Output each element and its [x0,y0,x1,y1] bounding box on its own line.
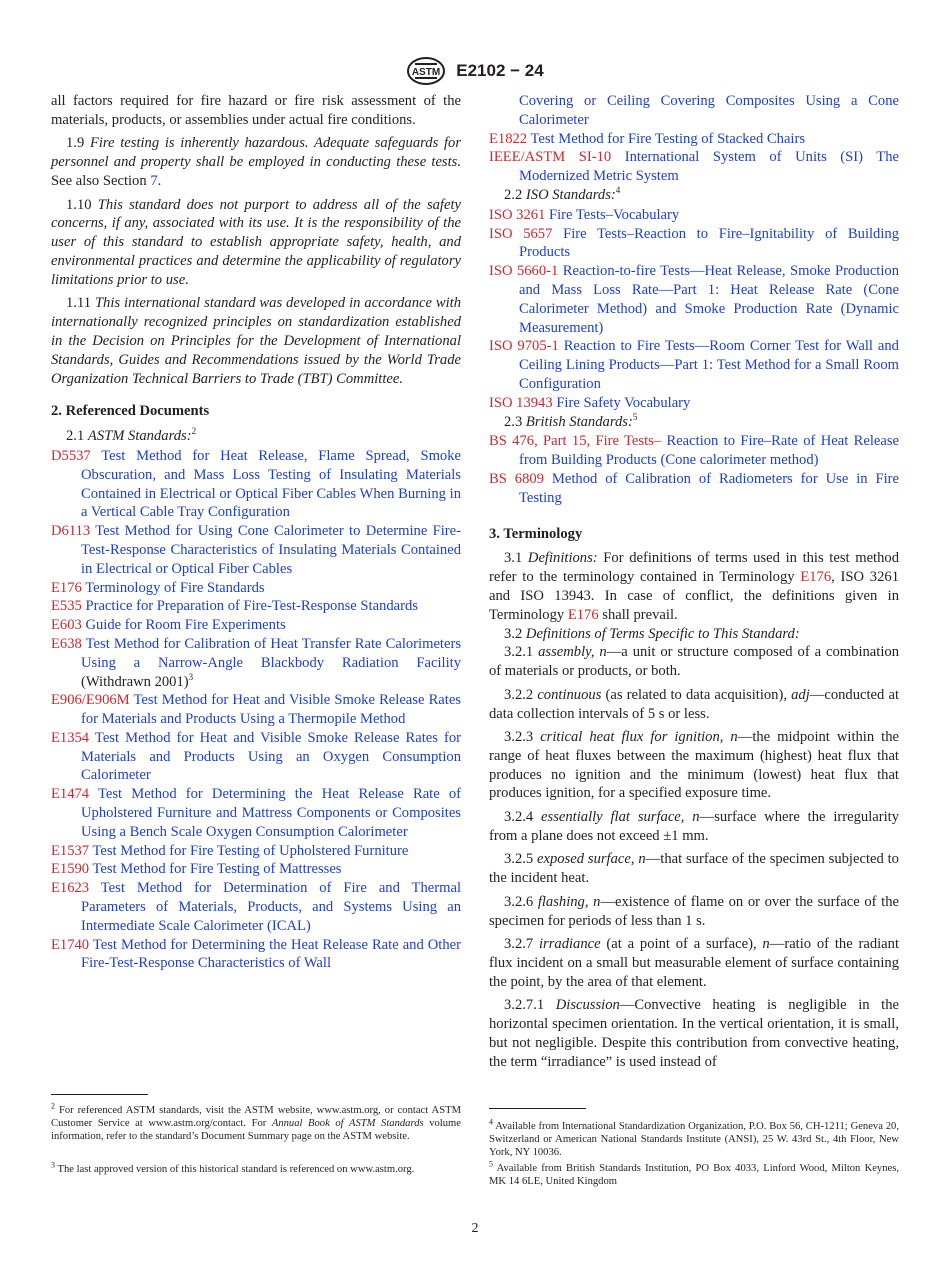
reference-code-link[interactable]: E1623 [51,880,90,897]
reference-code-link[interactable]: ISO 9705-1 [489,338,559,355]
reference-title-link[interactable]: Test Method for Using Cone Calorimeter to Determine Fire-Test-Response Characteristics of Insulating Materials Contained in Electrical or Optical Fiber Cables [81,523,461,577]
astm-reference-list [51,447,461,973]
definition-text: —surface where the irregularity from a plane does not exceed ±1 mm. [489,809,899,844]
astm-logo-icon [406,56,446,86]
reference-title-link[interactable]: Test Method for Calibration of Heat Transfer Rate Calorimeters Using a Narrow-Angle Blackbody Radiation Facility [81,635,461,671]
definition-term: exposed surface, n [537,851,646,868]
astm-reference-item [51,936,461,974]
definition-term: assembly, n [538,644,607,661]
bs-reference-item [489,432,899,470]
e176-link-1[interactable]: E176 [800,569,832,586]
para-3-2: 3.2 Definitions of Terms Specific to This Standard: [504,625,800,642]
footnote-4: $^4$ Available from International Standardization Organization, P.O. Box 56, CH-1211; Geneva 20, Switzerland or American National Standards Institute (ANSI), 25 W. 43rd St., 4th Floor, New York, NY 10036. [489,1117,899,1158]
definition-text: —existence of flame on or over the surface of the specimen for periods of less than 1 s. [489,893,899,929]
definition-text: —ratio of the radiant flux incident on a small but measurable element of surface containing the point, by the area of that element. [489,936,899,990]
section-heading-referenced-documents: 2. Referenced Documents [51,403,210,420]
reference-code-link[interactable]: E1822 [489,130,528,147]
definition-number: 3.2.4 [504,809,534,826]
reference-title-link[interactable]: Reaction-to-fire Tests—Heat Release, Smoke Production and Mass Loss Rate—Part 1: Heat Release Rate (Cone Calorimeter Method) and Smoke Production Rate (Dynamic Measurement) [519,263,900,336]
reference-title-link[interactable]: Test Method for Fire Testing of Mattresses [92,861,342,878]
reference-code-link[interactable]: BS 476, Part 15, Fire Tests– [489,433,662,450]
definition-pos: , n [752,936,770,953]
definition-term: irradiance [539,936,601,953]
reference-code-link[interactable]: ISO 5657 [489,225,553,242]
astm-reference-item [51,616,461,635]
astm-reference-item [51,842,461,861]
reference-code-link[interactable]: E1474 [51,786,90,803]
subsection-2-2: 2.2 ISO Standards:$^4$ [504,185,621,203]
definition-number: 3.2.6 [504,893,534,910]
iso-reference-item [489,337,899,393]
para-3-1: 3.1 Definitions: For definitions of terms used in this test method refer to the terminology contained in Terminology E176, ISO 3261 and ISO 13943. In case of conflict, the definitions given in Terminology E176 shall prevail. [489,550,899,623]
astm-reference-item [51,729,461,785]
reference-code-link[interactable]: E1740 [51,936,90,953]
astm-reference-list-cont [489,130,899,186]
definition-number: 3.2.3 [504,729,534,746]
definition-item [489,808,899,846]
definition-number: 3.2.7 [504,936,534,953]
reference-code-link[interactable]: E906/E906M [51,692,130,709]
reference-code-link[interactable]: IEEE/ASTM SI-10 [489,149,612,166]
astm-reference-item [489,130,899,149]
definition-item [489,728,899,803]
definition-item [489,935,899,991]
definition-item [489,643,899,681]
reference-code-link[interactable]: E176 [51,579,82,596]
reference-title-link[interactable]: Reaction to Fire Tests—Room Corner Test for Wall and Ceiling Lining Products—Part 1: Test Method for a Small Room Configuration [519,338,899,392]
definition-text: —conducted at data collection intervals of 5 s or less. [489,686,899,722]
right-column [489,92,899,1076]
definition-text: —the midpoint within the range of heat fluxes between the maximum (highest) heat flux that produces no ignition and the minimum (lowest) heat flux that produces ignition, for a specified exposure time. [489,729,899,802]
astm-reference-item [51,785,461,841]
reference-code-link[interactable]: ISO 13943 [489,394,553,411]
definition-term: essentially flat surface, n [541,809,700,826]
para-1-9: 1.9 Fire testing is inherently hazardous. Adequate safeguards for personnel and property shall be employed in conducting these tests. See also Section 7. [51,135,461,189]
para-1-10: 1.10 This standard does not purport to address all of the safety concerns, if any, associated with its use. It is the responsibility of the user of this standard to establish appropriate safety, health, and environmental practices and determine the applicability of regulatory limitations prior to use. [51,196,461,288]
definition-item [489,850,899,888]
definition-qualifier: (at a point of a surface) [600,936,753,953]
logo-text: ASTM [412,67,441,78]
subsection-2-3: 2.3 British Standards:$^5$ [504,411,638,430]
reference-code-link[interactable]: E603 [51,617,82,634]
reference-code-link[interactable]: E1590 [51,861,90,878]
definition-item [489,686,899,724]
astm-reference-item [51,691,461,729]
astm-reference-item [51,879,461,935]
definition-term: critical heat flux for ignition, n [540,729,738,746]
definition-qualifier: (as related to data acquisition) [601,686,784,703]
astm-reference-item [51,635,461,691]
para-1-11: 1.11 This international standard was developed in accordance with internationally recognized principles on standardization established in the Decision on Principles for the Development of International Standards, Guides and Recommendations issued by the World Trade Organization Technical Barriers to Trade (TBT) Committee. [51,295,462,387]
section-heading-terminology: 3. Terminology [489,525,583,542]
reference-code-link[interactable]: E638 [51,635,82,652]
reference-code-link[interactable]: E1537 [51,842,90,859]
reference-title-link[interactable]: Method of Calibration of Radiometers for Use in Fire Testing [519,470,900,506]
astm-reference-item [51,522,461,578]
footnote-3: $^3$ The last approved version of this historical standard is referenced on www.astm.org. [51,1160,415,1175]
astm-reference-item [51,579,461,598]
left-column [51,92,461,973]
bs-reference-list [489,432,899,507]
reference-title-link[interactable]: Fire Safety Vocabulary [556,394,691,411]
reference-code-link[interactable]: D5537 [51,447,91,464]
reference-code-link[interactable]: E535 [51,598,82,615]
reference-title-link[interactable]: Test Method for Determining the Heat Release Rate of Upholstered Furniture and Mattress Components or Composites Using a Bench Scale Oxygen Consumption Calorimeter [81,786,461,840]
definition-term: continuous [537,686,602,703]
reference-title-link[interactable]: Fire Tests–Reaction to Fire–Ignitability of Building Products [519,225,899,261]
definitions-list [489,643,899,991]
iso-reference-list [489,206,899,413]
definition-text: —a unit or structure composed of a combination of materials or products, or both. [489,644,899,680]
reference-continuation: Covering or Ceiling Covering Composites Using a Cone Calorimeter [519,93,899,128]
definition-pos: , adj [783,686,810,703]
reference-title-link[interactable]: Fire Tests–Vocabulary [549,206,680,223]
iso-reference-item [489,225,899,263]
reference-title-link[interactable]: Test Method for Fire Testing of Upholstered Furniture [92,842,409,859]
astm-reference-item [51,860,461,879]
reference-title-link[interactable]: Test Method for Determining the Heat Release Rate and Other Fire-Test-Response Characteristics of Wall [81,936,461,972]
iso-reference-item [489,206,899,225]
astm-reference-item [489,148,899,186]
reference-title-link[interactable]: Reaction to Fire–Rate of Heat Release from Building Products (Cone calorimeter method) [519,433,899,469]
definition-item [489,893,899,931]
iso-reference-item [489,262,899,337]
reference-title-link[interactable]: Guide for Room Fire Experiments [85,617,286,634]
footnote-marker: 3 [188,671,194,682]
definition-number: 3.2.5 [504,851,534,868]
reference-code-link[interactable]: D6113 [51,523,91,540]
astm-reference-item [51,597,461,616]
astm-reference-item [51,447,461,522]
bs-reference-item [489,470,899,508]
iso-reference-item [489,394,899,413]
footnote-2: $^2$ For referenced ASTM standards, visit the ASTM website, www.astm.org, or contact ASTM Customer Service at www.astm.org/contact. For Annual Book of ASTM Standards volume information, refer to the standard’s Document Summary page on the ASTM website. [51,1101,461,1142]
section-7-link[interactable]: 7 [150,172,158,189]
para-intro-cont: all factors required for fire hazard or fire risk assessment of the materials, products, or assemblies under actual fire conditions. [51,93,461,128]
footnote-rule-right [489,1108,586,1109]
reference-code-link[interactable]: E1354 [51,729,90,746]
reference-code-link[interactable]: ISO 3261 [489,206,546,223]
reference-title-link[interactable]: Test Method for Heat Release, Flame Spread, Smoke Obscuration, and Mass Loss Testing of Insulating Materials Contained in Electrical or Optical Fiber Cables When Burning in a Vertical Cable Tray Configuration [81,447,461,521]
reference-code-link[interactable]: BS 6809 [489,470,544,487]
reference-code-link[interactable]: ISO 5660-1 [489,263,559,280]
definition-number: 3.2.1 [504,644,534,661]
para-3-2-7-1: 3.2.7.1 Discussion—Convective heating is negligible in the horizontal specimen orientation. In the vertical orientation, it is small, but not negligible. Despite this contribution from convective heating, the term “irradiance” is used instead of [489,997,899,1070]
definition-term: flashing, n [537,893,601,910]
reference-title-link[interactable]: Test Method for Heat and Visible Smoke Release Rates for Materials and Products Using an Oxygen Consumption Calorimeter [81,729,461,784]
definition-text: —that surface of the specimen subjected to the incident heat. [489,851,899,887]
reference-title-link[interactable]: Test Method for Fire Testing of Stacked Chairs [530,130,806,147]
footnote-5: $^5$ Available from British Standards Institution, PO Box 4033, Linford Wood, Milton Keynes, MK 14 6LE, United Kingdom [489,1159,899,1187]
footnote-rule-left [51,1094,148,1095]
reference-title-link[interactable]: Practice for Preparation of Fire-Test-Response Standards [85,598,418,615]
reference-note: (Withdrawn 2001) [81,673,189,690]
reference-title-link[interactable]: Test Method for Determination of Fire and Thermal Parameters of Materials, Products, and Systems Using an Intermediate Scale Calorimeter (ICAL) [81,880,461,934]
definition-number: 3.2.2 [504,686,534,703]
subsection-2-1: 2.1 ASTM Standards:$^2$ [66,426,197,445]
reference-title-link[interactable]: International System of Units (SI) The Modernized Metric System [519,149,899,185]
reference-title-link[interactable]: Test Method for Heat and Visible Smoke Release Rates for Materials and Products Using a Thermopile Method [81,692,461,728]
designation: E2102 − 24 [456,61,544,80]
reference-title-link[interactable]: Terminology of Fire Standards [85,579,265,596]
page-header [0,56,950,86]
page-number: 2 [471,1221,479,1236]
e176-link-2[interactable]: E176 [567,606,599,623]
